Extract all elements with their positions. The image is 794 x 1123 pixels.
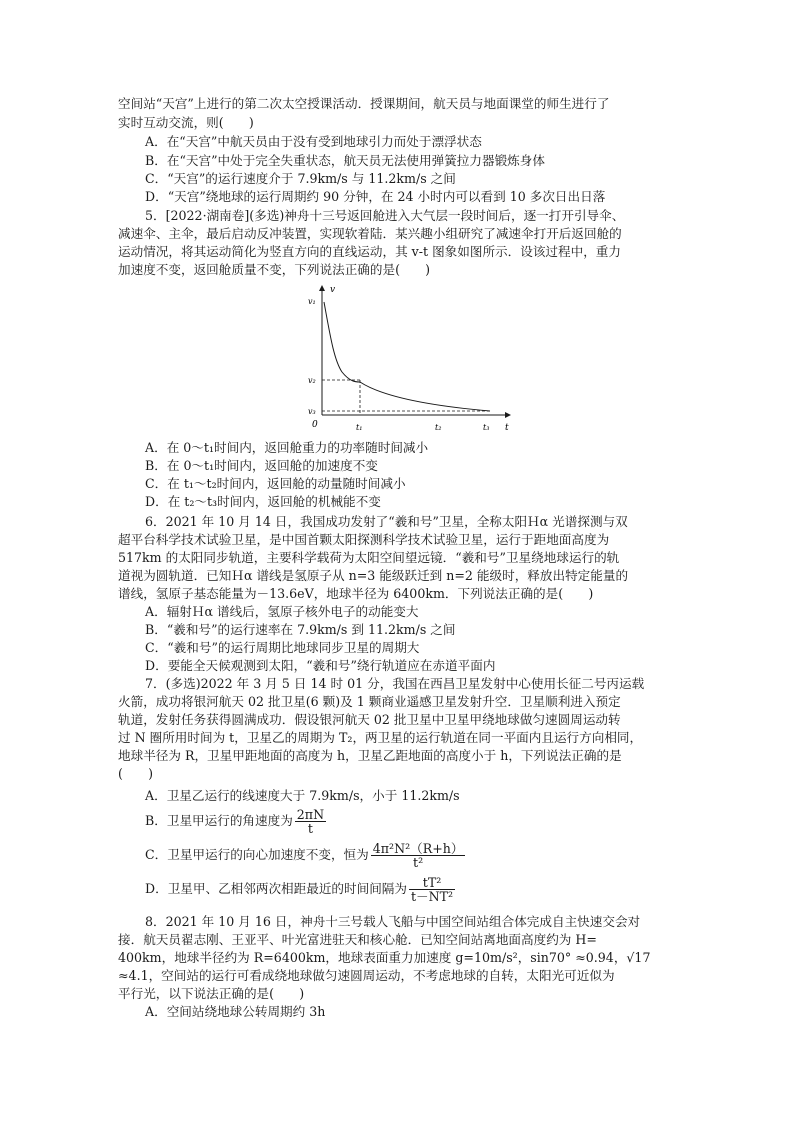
- text-line: 超平台科学技术试验卫星，是中国首颗太阳探测科学技术试验卫星，运行于距地面高度为: [118, 532, 610, 547]
- v2-label: v₂: [308, 376, 316, 385]
- option-c: C．“天宫”的运行速度介于 7.9km/s 与 11.2km/s 之间: [145, 171, 456, 186]
- option-text: C．卫星甲运行的向心加速度不变，恒为: [145, 847, 369, 862]
- text-line: 空间站“天宫”上进行的第二次太空授课活动．授课期间，航天员与地面课堂的师生进行了: [118, 96, 610, 111]
- text-line: 400km，地球半径约为 R=6400km，地球表面重力加速度 g=10m/s²，sin70° ≈0.94，√17: [118, 950, 651, 965]
- text-line: 平行光，以下说法正确的是( ): [118, 986, 305, 1001]
- fraction: [295, 808, 326, 835]
- denominator: t－NT²: [410, 889, 454, 904]
- question-8: 8．2021 年 10 月 16 日，神舟十三号载人飞船与中国空间站组合体完成自主快速交会对: [145, 914, 641, 929]
- text-line: 谱线，氢原子基态能量为－13.6eV，地球半径为 6400km．下列说法正确的是( ): [118, 586, 594, 601]
- option-a: A．辐射Ｈα 谱线后，氢原子核外电子的动能变大: [145, 604, 419, 619]
- origin-label: 0: [312, 420, 318, 430]
- option-b: B．在 0～t₁时间内，返回舱的加速度不变: [145, 458, 378, 473]
- numerator: 2πN: [296, 807, 325, 822]
- text-line: ≈4.1，空间站的运行可看成绕地球做匀速圆周运动，不考虑地球的自转，太阳光可近似为: [118, 968, 615, 983]
- question-7: 7．(多选)2022 年 3 月 5 日 14 时 01 分，我国在西昌卫星发射中心使用长征二号丙运载: [145, 676, 645, 691]
- t3-label: t₃: [483, 423, 490, 432]
- text-line: 运动情况，将其运动简化为竖直方向的直线运动，其 v-t 图象如图所示．设该过程中，重力: [118, 244, 621, 259]
- option-b: [145, 806, 705, 836]
- denominator: t²: [413, 855, 424, 870]
- v1-label: v₁: [308, 297, 316, 306]
- text-line: 实时互动交流，则( ): [118, 115, 254, 130]
- option-d: D．要能全天候观测到太阳，“羲和号”绕行轨道应在赤道平面内: [145, 658, 496, 673]
- option-b: B．在“天宫”中处于完全失重状态，航天员无法使用弹簧拉力器锻炼身体: [145, 153, 545, 168]
- t2-label: t₂: [435, 423, 442, 432]
- option-text: D．卫星甲、乙相邻两次相距最近的时间间隔为: [145, 881, 407, 896]
- option-c: C．“羲和号”的运行周期比地球同步卫星的周期大: [145, 640, 420, 655]
- option-text: B．卫星甲运行的角速度为: [145, 813, 293, 828]
- question-5: 5．[2022·湖南卷](多选)神舟十三号返回舱进入大气层一段时间后，逐一打开引导伞、: [145, 208, 625, 223]
- option-a: A．卫星乙运行的线速度大于 7.9km/s，小于 11.2km/s: [145, 788, 460, 803]
- option-d: D．“天宫”绕地球的运行周期约 90 分钟，在 24 小时内可以看到 10 多次日出日落: [145, 189, 606, 204]
- vt-graph: [300, 280, 520, 440]
- t-axis-label: t: [505, 423, 509, 433]
- fraction: [409, 876, 455, 903]
- text-line: 地球半径为 R，卫星甲距地面的高度为 h，卫星乙距地面的高度小于 h，下列说法正确的是: [118, 748, 622, 763]
- numerator: 4π²N²（R+h）: [372, 841, 464, 856]
- fraction: [371, 842, 466, 869]
- t1-label: t₁: [356, 423, 363, 432]
- option-d: D．在 t₂～t₃时间内，返回舱的机械能不变: [145, 494, 381, 509]
- option-b: B．“羲和号”的运行速率在 7.9km/s 到 11.2km/s 之间: [145, 622, 456, 637]
- text-line: 轨道，发射任务获得圆满成功．假设银河航天 02 批卫星中卫星甲绕地球做匀速圆周运动转: [118, 712, 621, 727]
- text-line: ( ): [118, 766, 154, 781]
- denominator: t: [307, 821, 313, 836]
- text-line: 517km 的太阳同步轨道，主要科学载荷为太阳空间望远镜．“羲和号”卫星绕地球运行的轨: [118, 550, 620, 565]
- v-axis-label: v: [330, 285, 336, 295]
- question-6: 6．2021 年 10 月 14 日，我国成功发射了“羲和号”卫星，全称太阳Ｈα 光谱探测与双: [145, 514, 628, 529]
- text-line: 加速度不变，返回舱质量不变，下列说法正确的是( ): [118, 262, 431, 277]
- option-c: [145, 840, 705, 870]
- velocity-curve: [324, 302, 490, 411]
- option-a: A．空间站绕地球公转周期约 3h: [145, 1004, 326, 1019]
- numerator: tT²: [409, 876, 455, 890]
- text-line: 过 N 圈所用时间为 t，卫星乙的周期为 T₂，两卫星的运行轨道在同一平面内且运行方向相同，: [118, 730, 643, 745]
- option-d: [145, 874, 705, 904]
- option-c: C．在 t₁～t₂时间内，返回舱的动量随时间减小: [145, 476, 406, 491]
- text-line: 接．航天员翟志刚、王亚平、叶光富进驻天和核心舱．已知空间站离地面高度约为 H=: [118, 932, 597, 947]
- text-line: 减速伞、主伞，最后启动反冲装置，实现软着陆．某兴趣小组研究了减速伞打开后返回舱的: [118, 226, 622, 241]
- text-line: 火箭，成功将银河航天 02 批卫星(6 颗)及 1 颗商业遥感卫星发射升空．卫星顺利进入预定: [118, 694, 621, 709]
- option-a: A．在 0～t₁时间内，返回舱重力的功率随时间减小: [145, 440, 429, 455]
- v3-label: v₃: [308, 407, 316, 416]
- text-line: 道视为圆轨道．已知Ｈα 谱线是氢原子从 n=3 能级跃迁到 n=2 能级时，释放出特定能量的: [118, 568, 629, 583]
- option-a: A．在“天宫”中航天员由于没有受到地球引力而处于漂浮状态: [145, 134, 482, 149]
